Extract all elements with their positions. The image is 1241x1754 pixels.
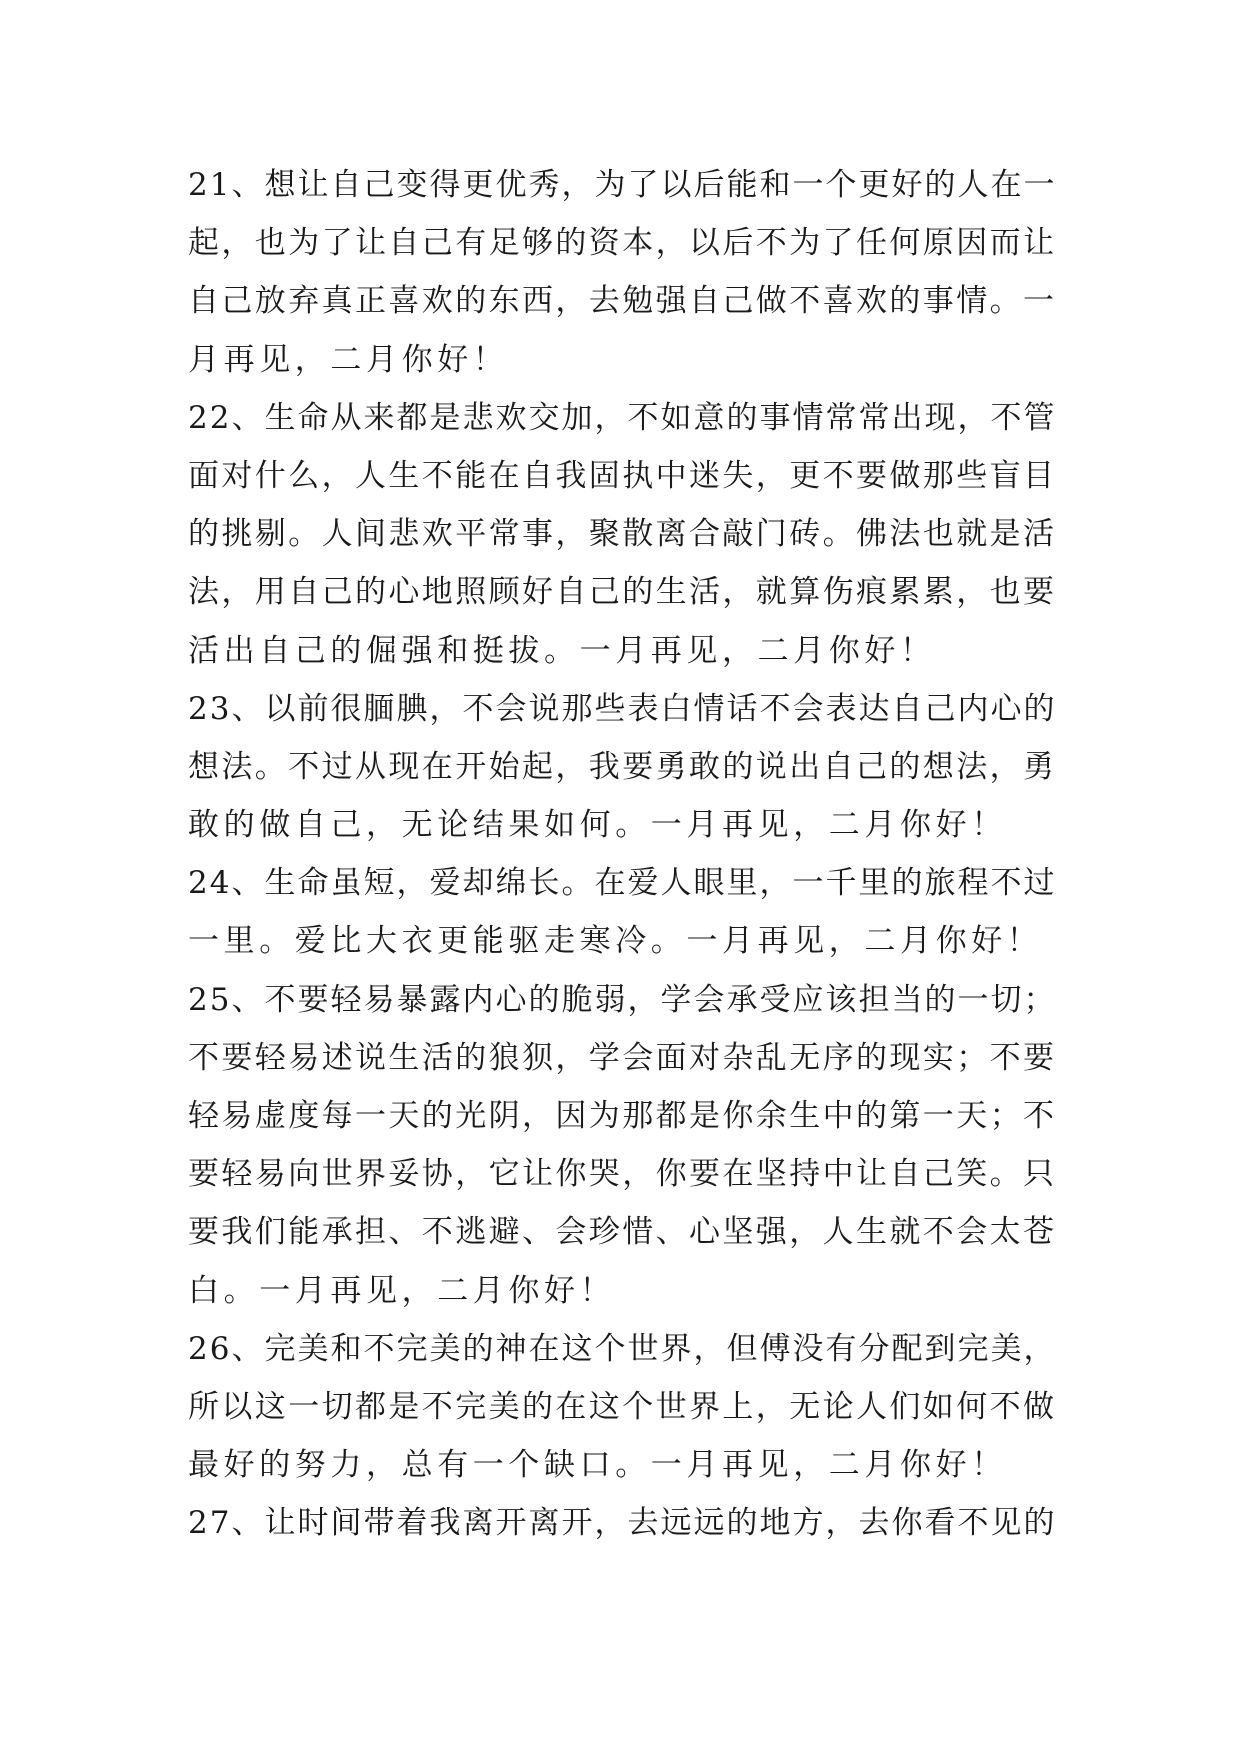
text-line: 不要轻易述说生活的狼狈，学会面对杂乱无序的现实；不要 [188, 1039, 1057, 1076]
text-line: 25、不要轻易暴露内心的脆弱，学会承受应该担当的一切； [188, 981, 1057, 1018]
text-line: 24、生命虽短，爱却绵长。在爱人眼里，一千里的旅程不过 [188, 865, 1057, 902]
text-line: 活出自己的倔强和挺拔。一月再见，二月你好！ [188, 632, 936, 669]
text-line: 要我们能承担、不逃避、会珍惜、心坚强，人生就不会太苍 [188, 1214, 1057, 1251]
text-line: 轻易虚度每一天的光阴，因为那都是你余生中的第一天；不 [188, 1098, 1057, 1134]
text-line: 的挑剔。人间悲欢平常事，聚散离合敲门砖。佛法也就是活 [188, 516, 1057, 553]
text-line: 自己放弃真正喜欢的东西，去勉强自己做不喜欢的事情。一 [188, 283, 1057, 320]
text-line: 要轻易向世界妥协，它让你哭，你要在坚持中让自己笑。只 [188, 1156, 1057, 1193]
text-line: 21、想让自己变得更优秀，为了以后能和一个更好的人在一 [188, 167, 1057, 203]
text-line: 22、生命从来都是悲欢交加，不如意的事情常常出现，不管 [188, 399, 1057, 436]
text-line: 所以这一切都是不完美的在这个世界上，无论人们如何不做 [188, 1388, 1057, 1425]
text-line: 法，用自己的心地照顾好自己的生活，就算伤痕累累，也要 [188, 574, 1057, 611]
text-line: 23、以前很腼腆，不会说那些表白情话不会表达自己内心的 [188, 690, 1057, 727]
text-line: 26、完美和不完美的神在这个世界，但傅没有分配到完美， [188, 1330, 1057, 1367]
document-body [188, 156, 1058, 1553]
text-line: 月再见，二月你好！ [188, 341, 509, 378]
text-line: 一里。爱比大衣更能驱走寒冷。一月再见，二月你好！ [188, 923, 1043, 960]
text-line: 27、让时间带着我离开离开，去远远的地方，去你看不见的 [188, 1505, 1057, 1542]
text-line: 白。一月再见，二月你好！ [188, 1272, 616, 1309]
text-line: 最好的努力，总有一个缺口。一月再见，二月你好！ [188, 1447, 1007, 1484]
text-line: 起，也为了让自己有足够的资本，以后不为了任何原因而让 [188, 225, 1057, 262]
text-line: 想法。不过从现在开始起，我要勇敢的说出自己的想法，勇 [188, 748, 1057, 785]
text-line: 面对什么，人生不能在自我固执中迷失，更不要做那些盲目 [188, 457, 1057, 494]
text-line: 敢的做自己，无论结果如何。一月再见，二月你好！ [188, 807, 1007, 844]
